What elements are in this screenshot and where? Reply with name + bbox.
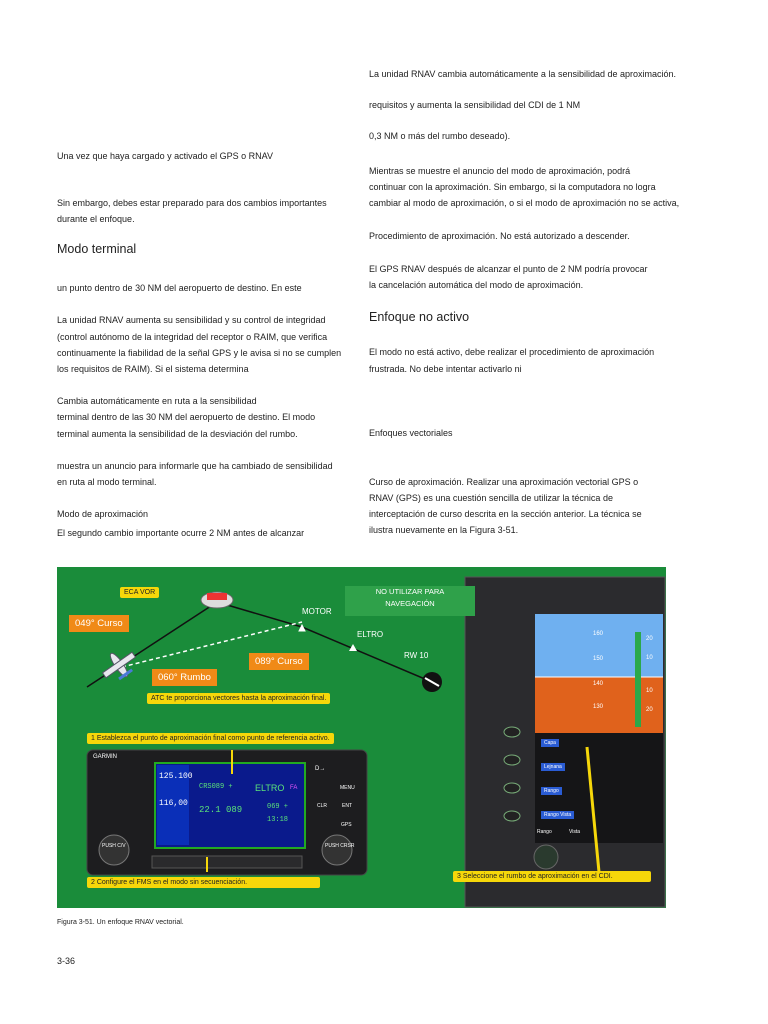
figure-caption: Figura 3-51. Un enfoque RNAV vectorial. bbox=[57, 919, 184, 926]
left-p2-line1: Sin embargo, debes estar preparado para dos cambios importantes bbox=[57, 198, 327, 208]
left-knob[interactable] bbox=[99, 835, 129, 865]
no-nav-line1: NO UTILIZAR PARA bbox=[375, 587, 445, 596]
left-p6-line2: en ruta al modo terminal. bbox=[57, 477, 157, 487]
no-nav-line2: NAVEGACIÓN bbox=[385, 599, 435, 608]
gps-time-1: 069 + bbox=[267, 803, 289, 811]
label-089-course: 089° Curso bbox=[249, 653, 309, 670]
left-p4-line2: (control autónomo de la integridad del receptor o RAIM, que verifica bbox=[57, 332, 328, 342]
push-cv-label: PUSH C/V bbox=[102, 843, 126, 849]
gps-active-frequency: 125.100 bbox=[159, 772, 193, 781]
push-crsr-label: PUSH CRSR bbox=[325, 843, 355, 849]
pfd-softkey-rango[interactable]: Rango bbox=[541, 787, 562, 795]
gps-time-2: 13:18 bbox=[267, 816, 289, 824]
pfd-vista-label: Vista bbox=[569, 829, 581, 835]
right-p1: La unidad RNAV cambia automáticamente a la sensibilidad de aproximación. bbox=[369, 69, 677, 79]
callout-step-2: 2 Configure el FMS en el modo sin secuenciación. bbox=[87, 877, 320, 888]
right-p7-line1: El modo no está activo, debe realizar el procedimiento de aproximación bbox=[369, 347, 655, 357]
label-motor: MOTOR bbox=[302, 607, 332, 616]
pfd-pitch-up-20: 20 bbox=[646, 636, 653, 642]
gps-brand-logo: GARMIN bbox=[93, 754, 117, 760]
gps-mode-button[interactable]: GPS bbox=[341, 822, 352, 828]
page-number: 3-36 bbox=[57, 956, 76, 966]
left-p4-line4: los requisitos de RAIM). Si el sistema determina bbox=[57, 364, 249, 374]
callout-eca-vor: ECA VOR bbox=[120, 587, 159, 598]
gps-clr-button[interactable]: CLR bbox=[317, 803, 328, 809]
pfd-pitch-down-10: 10 bbox=[646, 688, 653, 694]
pfd-pitch-down-20: 20 bbox=[646, 707, 653, 713]
left-p3: un punto dentro de 30 NM del aeropuerto de destino. En este bbox=[57, 283, 302, 293]
pfd-knob[interactable] bbox=[534, 845, 558, 869]
heading-inactive-approach: Enfoque no activo bbox=[369, 310, 470, 324]
pfd-side-button-4[interactable] bbox=[504, 811, 520, 821]
heading-vector-approaches: Enfoques vectoriales bbox=[369, 428, 453, 438]
airplane-icon bbox=[96, 643, 142, 687]
left-p4-line3: continuamente la fiabilidad de la señal GPS y le avisa si no se cumplen bbox=[57, 348, 342, 358]
left-p6-line1: muestra un anuncio para informarle que ha cambiado de sensibilidad bbox=[57, 461, 333, 471]
right-p4-line2: continuar con la aproximación. Sin embargo, si la computadora no logra bbox=[369, 182, 656, 192]
route-vor-motor-line bbox=[217, 602, 302, 627]
heading-terminal-mode: Modo terminal bbox=[57, 242, 137, 256]
figure-rnav-vector-approach bbox=[57, 567, 666, 908]
gps-waypoint-name: ELTRO bbox=[255, 783, 285, 793]
right-p4-line1: Mientras se muestre el anuncio del modo de aproximación, podrá bbox=[369, 166, 631, 176]
right-p7-line2: frustrada. No debe intentar activarlo ni bbox=[369, 364, 522, 374]
right-p2: requisitos y aumenta la sensibilidad del CDI de 1 NM bbox=[369, 100, 581, 110]
label-eltro: ELTRO bbox=[357, 630, 384, 639]
right-p5: Procedimiento de aproximación. No está autorizado a descender. bbox=[369, 231, 630, 241]
pfd-altitude-tape bbox=[635, 632, 641, 727]
callout-atc-vectors: ATC te proporciona vectores hasta la aproximación final. bbox=[147, 693, 330, 704]
label-060-heading: 060° Rumbo bbox=[152, 669, 217, 686]
pfd-range-label: Rango bbox=[537, 829, 552, 835]
gps-fa-flag: FA bbox=[290, 785, 298, 791]
right-p6-line1: El GPS RNAV después de alcanzar el punto de 2 NM podría provocar bbox=[369, 264, 648, 274]
pfd-softkey-capa[interactable]: Capa bbox=[541, 739, 559, 747]
right-p8-line1: Curso de aproximación. Realizar una aproximación vectorial GPS o bbox=[369, 477, 639, 487]
left-p1: Una vez que haya cargado y activado el GPS o RNAV bbox=[57, 151, 273, 161]
gps-direct-to-button[interactable]: D→ bbox=[315, 766, 326, 772]
left-p5-line1: Cambia automáticamente en ruta a la sensibilidad bbox=[57, 396, 257, 406]
left-p4-line1: La unidad RNAV aumenta su sensibilidad y su control de integridad bbox=[57, 315, 326, 325]
gps-softkey-bar[interactable] bbox=[152, 856, 302, 868]
no-navigation-box bbox=[345, 586, 475, 616]
pfd-pitch-up-10: 10 bbox=[646, 655, 653, 661]
pfd-side-button-1[interactable] bbox=[504, 727, 520, 737]
pfd-side-button-3[interactable] bbox=[504, 783, 520, 793]
label-rw10: RW 10 bbox=[404, 651, 429, 660]
left-p7: El segundo cambio importante ocurre 2 NM antes de alcanzar bbox=[57, 528, 305, 538]
pfd-speed-130: 130 bbox=[593, 704, 604, 710]
right-p6-line2: la cancelación automática del modo de aproximación. bbox=[369, 280, 584, 290]
gps-menu-button[interactable]: MENU bbox=[340, 785, 355, 791]
right-p8-line2: RNAV (GPS) es una cuestión sencilla de utilizar la técnica de bbox=[369, 493, 613, 503]
left-p2-line2: durante el enfoque. bbox=[57, 214, 135, 224]
right-p8-line4: ilustra nuevamente en la Figura 3-51. bbox=[369, 525, 519, 535]
pfd-softkey-rango-vista[interactable]: Rango Vista bbox=[541, 811, 574, 819]
pfd-speed-150: 150 bbox=[593, 656, 604, 662]
heading-approach-mode: Modo de aproximación bbox=[57, 509, 149, 519]
gps-standby-frequency: 116,00 bbox=[159, 799, 188, 808]
right-p8-line3: interceptación de curso descrita en la sección anterior. La técnica se bbox=[369, 509, 642, 519]
callout-step-3: 3 Seleccione el rumbo de aproximación en el CDI. bbox=[453, 871, 651, 882]
right-p3: 0,3 NM o más del rumbo deseado). bbox=[369, 131, 511, 141]
pfd-speed-140: 140 bbox=[593, 681, 604, 687]
right-p4-line3: cambiar al modo de aproximación, o si el modo de aproximación no se activa, bbox=[369, 198, 680, 208]
callout-step-1: 1 Establezca el punto de aproximación final como punto de referencia activo. bbox=[87, 733, 334, 744]
gps-ent-button[interactable]: ENT bbox=[342, 803, 352, 809]
left-p5-line3: terminal aumenta la sensibilidad de la desviación del rumbo. bbox=[57, 429, 298, 439]
label-049-course: 049° Curso bbox=[69, 615, 129, 632]
pfd-softkey-lejnana[interactable]: Lejnana bbox=[541, 763, 565, 771]
right-knob[interactable] bbox=[322, 835, 355, 865]
gps-crs-readout: CRS089 + bbox=[199, 783, 233, 791]
gps-distance: 22.1 089 bbox=[199, 805, 243, 815]
vor-checker-icon bbox=[207, 593, 227, 600]
pfd-side-button-2[interactable] bbox=[504, 755, 520, 765]
pfd-speed-160: 160 bbox=[593, 631, 604, 637]
left-p5-line2: terminal dentro de las 30 NM del aeropuerto de destino. El modo bbox=[57, 412, 316, 422]
